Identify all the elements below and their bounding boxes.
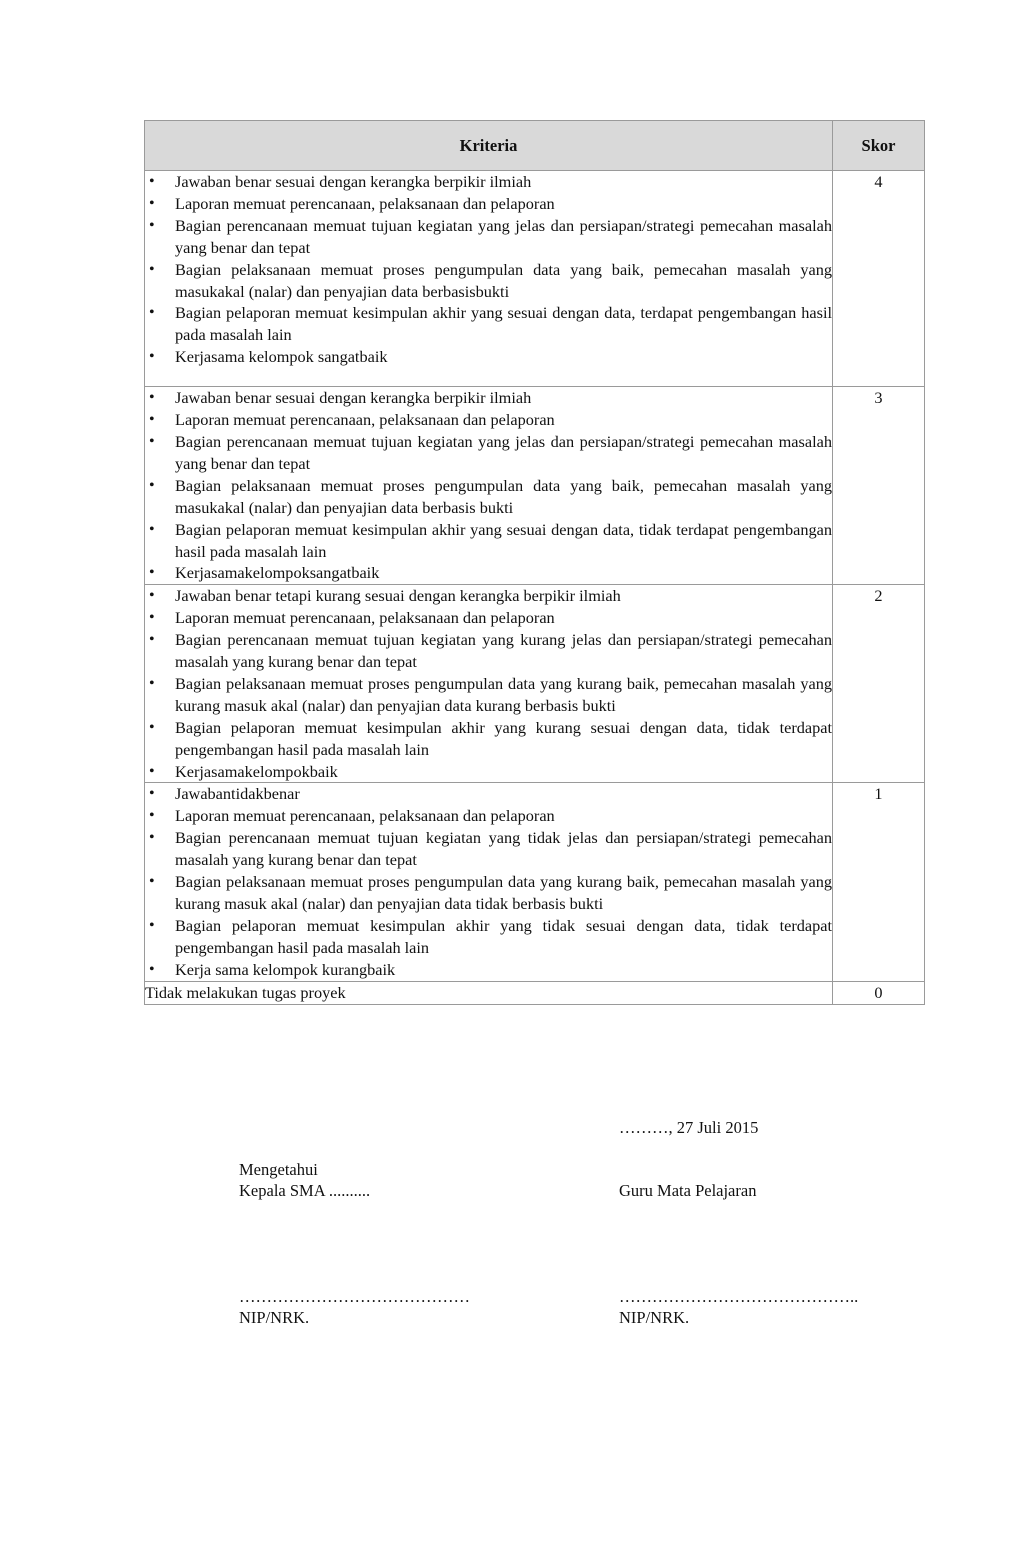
list-item: • Jawaban benar sesuai dengan kerangka berpikir ilmiah xyxy=(145,171,832,193)
nip-label-right: NIP/NRK. xyxy=(619,1308,690,1327)
list-item: • Bagian pelaksanaan memuat proses pengumpulan data yang baik, pemecahan masalah yang masukakal (nalar) dan penyajian data berbasis bukti xyxy=(145,475,832,519)
score-header: Skor xyxy=(833,121,925,171)
score-cell: 0 xyxy=(833,981,925,1004)
signature-right-block xyxy=(619,1286,858,1328)
list-item: • Kerjasama kelompok sangatbaik xyxy=(145,346,832,368)
list-item: • Bagian perencanaan memuat tujuan kegiatan yang jelas dan persiapan/strategi pemecahan masalah yang benar dan tepat xyxy=(145,431,832,475)
table-header-row xyxy=(145,121,925,171)
table-row xyxy=(145,585,925,783)
criteria-list xyxy=(145,171,832,368)
list-item: • Laporan memuat perencanaan, pelaksanaan dan pelaporan xyxy=(145,805,832,827)
list-item: • Bagian pelaporan memuat kesimpulan akhir yang tidak sesuai dengan data, tidak terdapat pengembangan hasil pada masalah lain xyxy=(145,915,832,959)
signature-left-block xyxy=(239,1286,470,1328)
criteria-cell: Tidak melakukan tugas proyek xyxy=(145,981,833,1004)
score-cell: 1 xyxy=(833,783,925,981)
list-item: • Laporan memuat perencanaan, pelaksanaan dan pelaporan xyxy=(145,409,832,431)
list-item: • Jawabantidakbenar xyxy=(145,783,832,805)
criteria-header: Kriteria xyxy=(145,121,833,171)
criteria-list xyxy=(145,585,832,782)
score-cell: 2 xyxy=(833,585,925,783)
table-row xyxy=(145,171,925,387)
list-item: • Bagian pelaksanaan memuat proses pengumpulan data yang kurang baik, pemecahan masalah yang kurang masuk akal (nalar) dan penyajian data kurang berbasis bukti xyxy=(145,673,832,717)
list-item: • Laporan memuat perencanaan, pelaksanaan dan pelaporan xyxy=(145,193,832,215)
criteria-list xyxy=(145,783,832,980)
signature-line-left: …………………………………… xyxy=(239,1287,470,1306)
rubric-table xyxy=(144,120,925,1005)
signature-left xyxy=(239,1159,370,1201)
table-row xyxy=(145,783,925,981)
score-cell: 4 xyxy=(833,171,925,387)
signature-line-right: …………………………………….. xyxy=(619,1287,859,1306)
list-item: • Bagian pelaporan memuat kesimpulan akhir yang kurang sesuai dengan data, tidak terdapat pengembangan hasil pada masalah lain xyxy=(145,717,832,761)
list-item: • Bagian pelaporan memuat kesimpulan akhir yang sesuai dengan data, tidak terdapat pengembangan hasil pada masalah lain xyxy=(145,519,832,563)
list-item: • Bagian pelaksanaan memuat proses pengumpulan data yang kurang baik, pemecahan masalah yang kurang masuk akal (nalar) dan penyajian data tidak berbasis bukti xyxy=(145,871,832,915)
criteria-cell xyxy=(145,171,833,387)
criteria-cell xyxy=(145,783,833,981)
list-item: • Kerjasamakelompoksangatbaik xyxy=(145,562,832,584)
list-item: • Jawaban benar tetapi kurang sesuai dengan kerangka berpikir ilmiah xyxy=(145,585,832,607)
list-item: • Kerjasamakelompokbaik xyxy=(145,761,832,783)
list-item: • Laporan memuat perencanaan, pelaksanaan dan pelaporan xyxy=(145,607,832,629)
signature-date xyxy=(619,1117,758,1138)
criteria-list xyxy=(145,387,832,584)
acknowledged-label: Mengetahui xyxy=(239,1160,318,1179)
list-item: • Bagian perencanaan memuat tujuan kegiatan yang tidak jelas dan persiapan/strategi pemecahan masalah yang kurang benar dan tepat xyxy=(145,827,832,871)
criteria-cell xyxy=(145,387,833,585)
signature-right xyxy=(619,1180,756,1201)
list-item: • Bagian pelaksanaan memuat proses pengumpulan data yang baik, pemecahan masalah yang masukakal (nalar) dan penyajian data berbasisbukti xyxy=(145,259,832,303)
table-row xyxy=(145,981,925,1004)
table-row xyxy=(145,387,925,585)
list-item: • Jawaban benar sesuai dengan kerangka berpikir ilmiah xyxy=(145,387,832,409)
date-text: ………, 27 Juli 2015 xyxy=(619,1118,759,1137)
score-cell: 3 xyxy=(833,387,925,585)
list-item: • Bagian perencanaan memuat tujuan kegiatan yang kurang jelas dan persiapan/strategi pemecahan masalah yang kurang benar dan tepat xyxy=(145,629,832,673)
list-item: • Bagian perencanaan memuat tujuan kegiatan yang jelas dan persiapan/strategi pemecahan masalah yang benar dan tepat xyxy=(145,215,832,259)
principal-title: Kepala SMA .......... xyxy=(239,1181,371,1200)
teacher-title: Guru Mata Pelajaran xyxy=(619,1181,757,1200)
criteria-cell xyxy=(145,585,833,783)
list-item: • Kerja sama kelompok kurangbaik xyxy=(145,959,832,981)
list-item: • Bagian pelaporan memuat kesimpulan akhir yang sesuai dengan data, terdapat pengembangan hasil pada masalah lain xyxy=(145,302,832,346)
nip-label-left: NIP/NRK. xyxy=(239,1308,310,1327)
